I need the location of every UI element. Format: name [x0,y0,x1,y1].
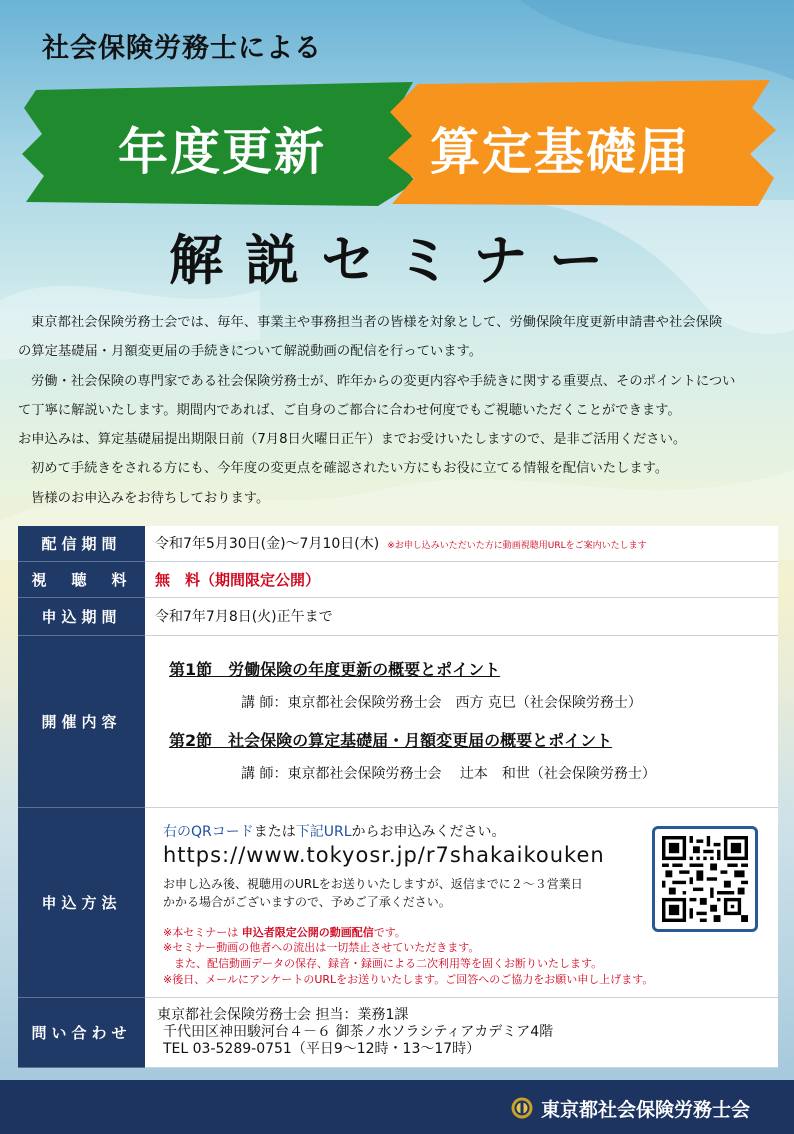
label-application-method: 申込方法 [18,807,145,997]
distribution-note: ※お申し込みいただいた方に動画視聴用URLをご案内いたします [387,541,647,552]
row-application-method [18,807,778,997]
footer-bar [0,1080,794,1134]
page-subtitle: 社会保険労務士による [42,33,322,64]
intro-text [18,308,784,513]
intro-line: て丁寧に解説いたします。期間内であれば、ご自身のご都合に合わせ何度でもご視聴いただくことができます。 [18,402,681,418]
intro-line: の算定基礎届・月額変更届の手続きについて解説動画の配信を行っています。 [18,344,483,360]
warning-note-3: また、配信動画データの保存、録音・録画による二次利用等を固くお断りいたします。 [163,957,603,970]
seminar-title: 解説セミナー [169,229,625,292]
intro-line: 東京都社会保険労務士会では、毎年、事業主や事務担当者の皆様を対象として、労働保険年度更新申請書や社会保険 [31,315,723,330]
value-application-period: 令和7年7月8日(火)正午まで [145,597,778,635]
section-2-lecturer: 講 師：東京都社会保険労務士会 辻本 和世（社会保険労務士） [241,766,656,782]
value-fee [145,561,778,597]
application-url-link[interactable]: https://www.tokyosr.jp/r7shakaikouken [163,842,605,867]
apply-note-line: かかる場合がございますので、予めご了承ください。 [163,894,451,909]
row-fee [18,561,778,597]
label-distribution-period: 配信期間 [18,526,145,561]
label-content: 開催内容 [18,635,145,807]
warning-note-1-post: です。 [373,925,406,939]
guide-url-text: 下記URL [295,823,352,840]
warning-note-1-bold: 申込者限定公開の動画配信 [241,925,374,939]
label-application-period: 申込期間 [18,597,145,635]
fee-free-text: 無 料（期間限定公開） [155,570,321,589]
intro-line: 初めて手続きをされる方にも、今年度の変更点を確認されたい方にもお役に立てる情報を配信いたします。 [31,461,669,477]
guide-qr-text: 右のQRコード [163,823,254,840]
section-2-title: 第2節 社会保険の算定基礎届・月額変更届の概要とポイント [169,731,613,750]
footer-org-name: 東京都社会保険労務士会 [541,1099,751,1121]
section-1-title: 第1節 労働保険の年度更新の概要とポイント [169,660,501,679]
row-contact [18,997,778,1067]
title-santei-kisotodoke: 算定基礎届 [430,123,690,181]
guide-mid-text: または [253,823,296,840]
title-nendo-koshin: 年度更新 [118,123,326,181]
sr-emblem-icon [511,1097,533,1119]
row-distribution [18,526,778,561]
row-content [18,635,778,807]
warning-note-1-pre: ※本セミナーは [163,925,239,939]
seminar-info-table [18,526,778,1068]
intro-line: 労働・社会保険の専門家である社会保険労務士が、昨年からの変更内容や手続きに関する重要点、そのポイントについ [31,373,736,389]
label-fee: 視 聴 料 [18,561,145,597]
warning-note-2: ※セミナー動画の他者への流出は一切禁止させていただきます。 [163,941,480,955]
value-distribution-period [145,526,778,561]
warning-note-4: ※後日、メールにアンケートのURLをお送りいたします。ご回答へのご協力をお願い申し上げます。 [163,972,654,986]
intro-line: お申込みは、算定基礎届提出期限日前（7月8日火曜日正午）までお受けいたしますので、是非ご活用ください。 [18,432,687,448]
row-application-period [18,597,778,635]
value-contact [145,997,778,1067]
apply-note-line: お申し込み後、視聴用のURLをお送りいたしますが、返信までに２～３営業日 [163,876,583,891]
section-1-lecturer: 講 師：東京都社会保険労務士会 西方 克巳（社会保険労務士） [241,695,642,711]
warning-notes [163,925,768,987]
value-content [145,635,778,807]
label-contact: 問い合わせ [18,997,145,1067]
contact-org: 東京都社会保険労務士会 担当：業務1課 [157,1006,409,1023]
value-application-method [145,807,778,997]
guide-end-text: からお申込みください。 [351,823,506,840]
contact-phone: TEL 03-5289-0751（平日9～12時・13～17時） [163,1040,481,1057]
intro-line: 皆様のお申込みをお待ちしております。 [31,490,270,506]
distribution-dates: 令和7年5月30日(金)～7月10日(木) [155,536,380,553]
contact-address: 千代田区神田駿河台４－６ 御茶ノ水ソラシティアカデミア4階 [163,1023,554,1040]
qr-code-pattern [662,836,748,922]
qr-code-icon[interactable] [652,826,758,932]
